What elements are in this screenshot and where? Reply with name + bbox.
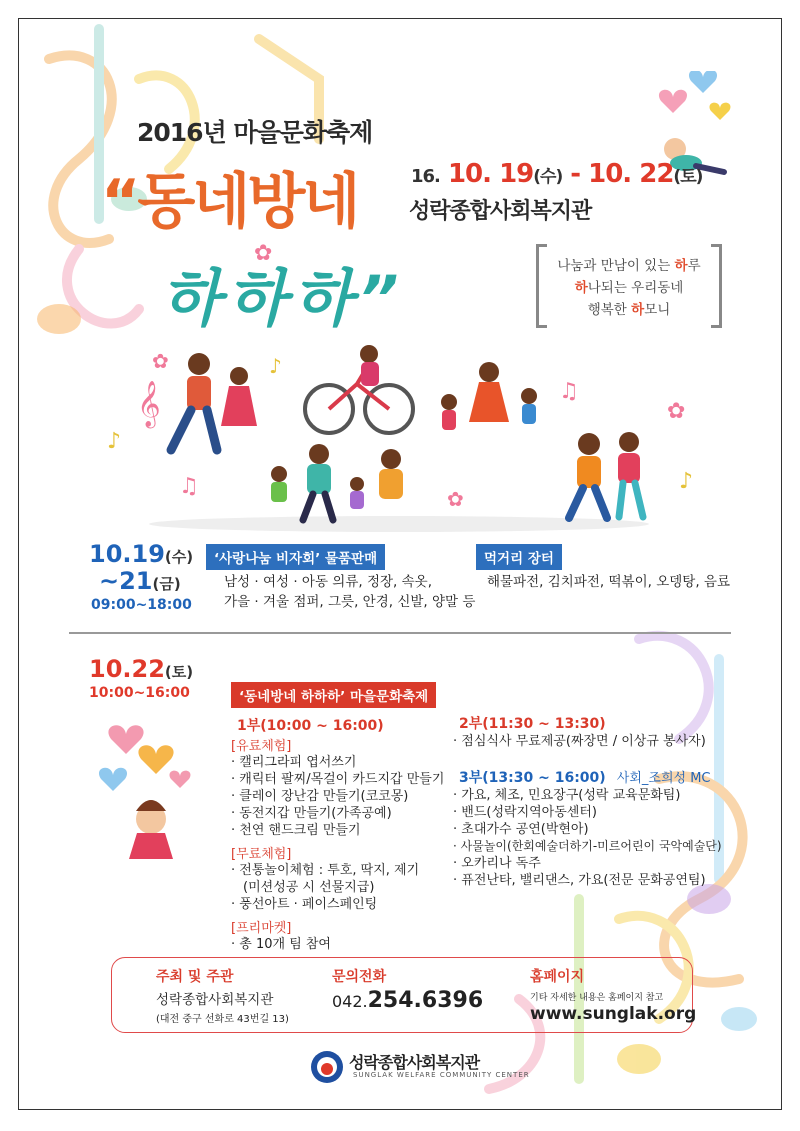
poster [18,18,782,1110]
list-item: · 가요, 체조, 민요장구(성락 교육문화팀) [453,787,753,804]
girl-with-balloons-illustration [81,719,211,869]
list-item: · 천연 핸드크림 만들기 [231,822,471,839]
part1-list [231,735,471,953]
flea-label: [프리마켓] [231,921,292,936]
part3-header [459,767,710,787]
flower-icon: ✿ [254,241,273,266]
date-dash: - [562,159,589,189]
list-item: · 밴드(성락지역아동센터) [453,804,753,821]
festival-date-range [411,159,702,189]
main-title: “동네방네 [101,167,358,237]
market-title: ‘사랑나눔 비자회’ 물품판매 [206,544,385,570]
flower-icon: ✿ [152,349,169,373]
part3-list [453,787,753,889]
food-items: 해물파전, 김치파전, 떡볶이, 오뎅탕, 음료 [487,574,730,590]
date-year: 16. [411,166,440,187]
list-item: · 풍선아트 · 페이스페인팅 [231,896,471,913]
slogan-box [536,244,722,328]
org-english-name: SUNGLAK WELFARE COMMUNITY CENTER [353,1071,530,1079]
host-name-header: 성락종합사회복지관 [409,199,592,224]
music-note-icon: ♪ [269,354,282,378]
date-start: 10. 19 [447,159,534,189]
list-item: · 오카리나 독주 [453,855,753,872]
section2-time: 10:00~16:00 [89,685,190,701]
free-label: [무료체험] [231,847,292,862]
part3-mc: 사회_조희성 MC [616,771,711,786]
host-address: (대전 중구 선화로 43번길 13) [156,1014,289,1025]
market-items: 남성 · 여성 · 아동 의류, 정장, 속옷, 가을 · 겨울 점퍼, 그릇, 안경, 신발, 양말 등 [224,574,476,610]
org-logo-icon [309,1049,345,1085]
list-item: · 사물놀이(한회예술더하기-미르어린이 국악예술단) [453,838,753,855]
section1-dates: 10.19(수) ~21(금) [89,540,194,595]
part2-list [453,733,706,750]
haha-title: 하하하” [161,262,405,335]
org-name: 성락종합사회복지관 [349,1053,480,1072]
music-note-icon: ♪ [107,429,122,454]
slogan-line-1: 나눔과 만남이 있는 하루 [557,258,701,274]
info-box [111,957,697,1033]
phone-label: 문의전화 [332,969,387,985]
list-item: · 캐릭터 팔찌/목걸이 카드지갑 만들기 [231,771,471,788]
festival-subtitle: 2016년 마을문화축제 [137,118,373,147]
slogan-line-3: 행복한 하모니 [587,302,671,318]
list-item: · 캘리그라피 엽서쓰기 [231,754,471,771]
list-item: · 퓨전난타, 밸리댄스, 가요(전문 문화공연팀) [453,872,753,889]
part3-title: 3부(13:30 ~ 16:00) [459,770,606,786]
list-item: · 점심식사 무료제공(짜장면 / 이상규 봉사자) [453,733,706,750]
host-name: 성락종합사회복지관 [156,992,274,1008]
section2-date: 10.22(토) [89,655,194,683]
list-item-note: (미션성공 시 선물지급) [243,880,375,895]
slogan-line-2: 하나되는 우리동네 [574,280,684,296]
part2-title: 2부(11:30 ~ 13:30) [459,716,606,732]
music-note-icon: ♫ [179,474,199,499]
phone-number[interactable]: 042.254.6396 [332,988,484,1013]
section-divider [69,632,731,634]
date-end-dow: (토) [673,167,703,187]
festival-title: ‘동네방네 하하하’ 마을문화축제 [231,682,436,708]
family-illustration [129,324,669,534]
food-title: 먹거리 장터 [476,544,562,570]
list-item: · 총 10개 팀 참여 [231,936,471,953]
list-item: · 전통놀이체험 : 투호, 딱지, 제기 [231,862,471,879]
paid-label: [유료체험] [231,739,292,754]
flower-icon: ✿ [447,487,464,511]
music-note-icon: ♫ [559,379,579,404]
date-start-dow: (수) [533,167,563,187]
website-link[interactable]: www.sunglak.org [530,1004,697,1024]
list-item: · 클레이 장난감 만들기(코코몽) [231,788,471,805]
section1-time: 09:00~18:00 [91,597,192,613]
date-end: 10. 22 [588,159,674,189]
music-note-icon: ♪ [679,469,694,494]
web-note: 기타 자세한 내용은 홈페이지 참고 [530,993,664,1003]
web-label: 홈페이지 [530,969,585,985]
host-label: 주최 및 주관 [156,969,234,985]
treble-clef-icon: 𝄞 [137,381,161,427]
flower-icon: ✿ [667,399,686,424]
list-item: · 초대가수 공연(박현아) [453,821,753,838]
part1-title: 1부(10:00 ~ 16:00) [237,718,384,734]
list-item: · 동전지갑 만들기(가족공예) [231,805,471,822]
